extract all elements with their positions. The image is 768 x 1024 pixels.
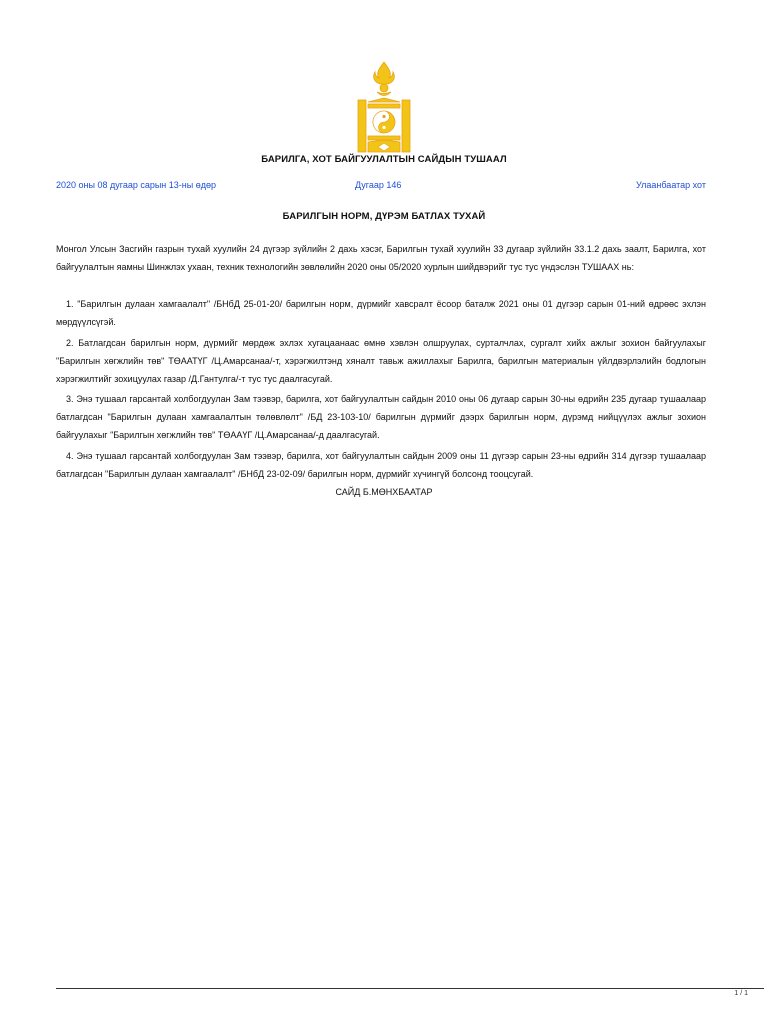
- footer-divider: [56, 988, 764, 989]
- order-item: 1. "Барилгын дулаан хамгаалалт" /БНбД 25-01-20/ барилгын норм, дүрмийг хавсралт ёсоор баталж 2021 оны 01 дүгээр сарын 01-ний өдрөөс эхлэн мөрдүүлсүгэй.: [56, 299, 706, 327]
- order-place: Улаанбаатар хот: [636, 180, 706, 190]
- signature: САЙД Б.МӨНХБААТАР: [335, 487, 433, 497]
- state-emblem-icon: [354, 60, 414, 155]
- order-item: 4. Энэ тушаал гарсантай холбогдуулан Зам тээвэр, барилга, хот байгуулалтын сайдын 2009 оны 11 дүгээр сарын 23-ны өдрийн 314 дүгээр тушаалаар батлагдсан "Барилгын дулаан хамгаалалт" /БНбД 23-02-09/ барилгын норм, дүрмийг хүчингүй болсонд тооцсугай.: [56, 451, 706, 479]
- order-number: Дугаар 146: [355, 180, 402, 190]
- order-item: 3. Энэ тушаал гарсантай холбогдуулан Зам тээвэр, барилга, хот байгуулалтын сайдын 2010 оны 06 дугаар сарын 30-ны өдрийн 235 дугаар тушаалаар батлагдсан "Барилгын дулаан хамгаалалтын төлөвлөлт" /БД 23-103-10/ барилгын дүрмийг дээрх барилгын норм, дүрэмд нийцүүлэх ажлыг зохион байгуулахыг "Барилгын хөгжлийн төв" ТӨААҮГ /Ц.Амарсанаа/-д даалгасугай.: [56, 394, 706, 440]
- intro-paragraph: Монгол Улсын Засгийн газрын тухай хуулийн 24 дүгээр зүйлийн 2 дахь хэсэг, Барилгын тухай хуулийн 33 дугаар зүйлийн 33.1.2 дахь заалт, Барилга, хот байгуулалтын яамны Шинжлэх ухаан, техник технологийн зөвлөлийн 2020 оны 05/2020 хурлын шийдвэрийг тус тус үндэслэн ТУШААХ нь:: [56, 244, 706, 272]
- order-date: 2020 оны 08 дугаар сарын 13-ны өдөр: [56, 180, 216, 190]
- page-number: 1 / 1: [734, 990, 748, 997]
- order-item: 2. Батлагдсан барилгын норм, дүрмийг мөрдөж эхлэх хугацаанаас өмнө хэвлэн олшруулах, сурталчлах, сургалт хийх ажлыг зохион байгуулахыг "Барилгын хөгжлийн төв" ТӨААТҮГ /Ц.Амарсанаа/-т, хэрэгжилтэнд хяналт тавьж ажиллахыг Барилга, барилгын материалын үйлдвэрлэлийн бодлогын хэрэгжилтийг зохицуулах газар /Д.Гантулга/-т тус тус даалгасугай.: [56, 338, 706, 384]
- document-meta: [56, 180, 706, 194]
- document-title: БАРИЛГА, ХОТ БАЙГУУЛАЛТЫН САЙДЫН ТУШААЛ: [261, 154, 507, 165]
- order-subject: БАРИЛГЫН НОРМ, ДҮРЭМ БАТЛАХ ТУХАЙ: [282, 211, 486, 222]
